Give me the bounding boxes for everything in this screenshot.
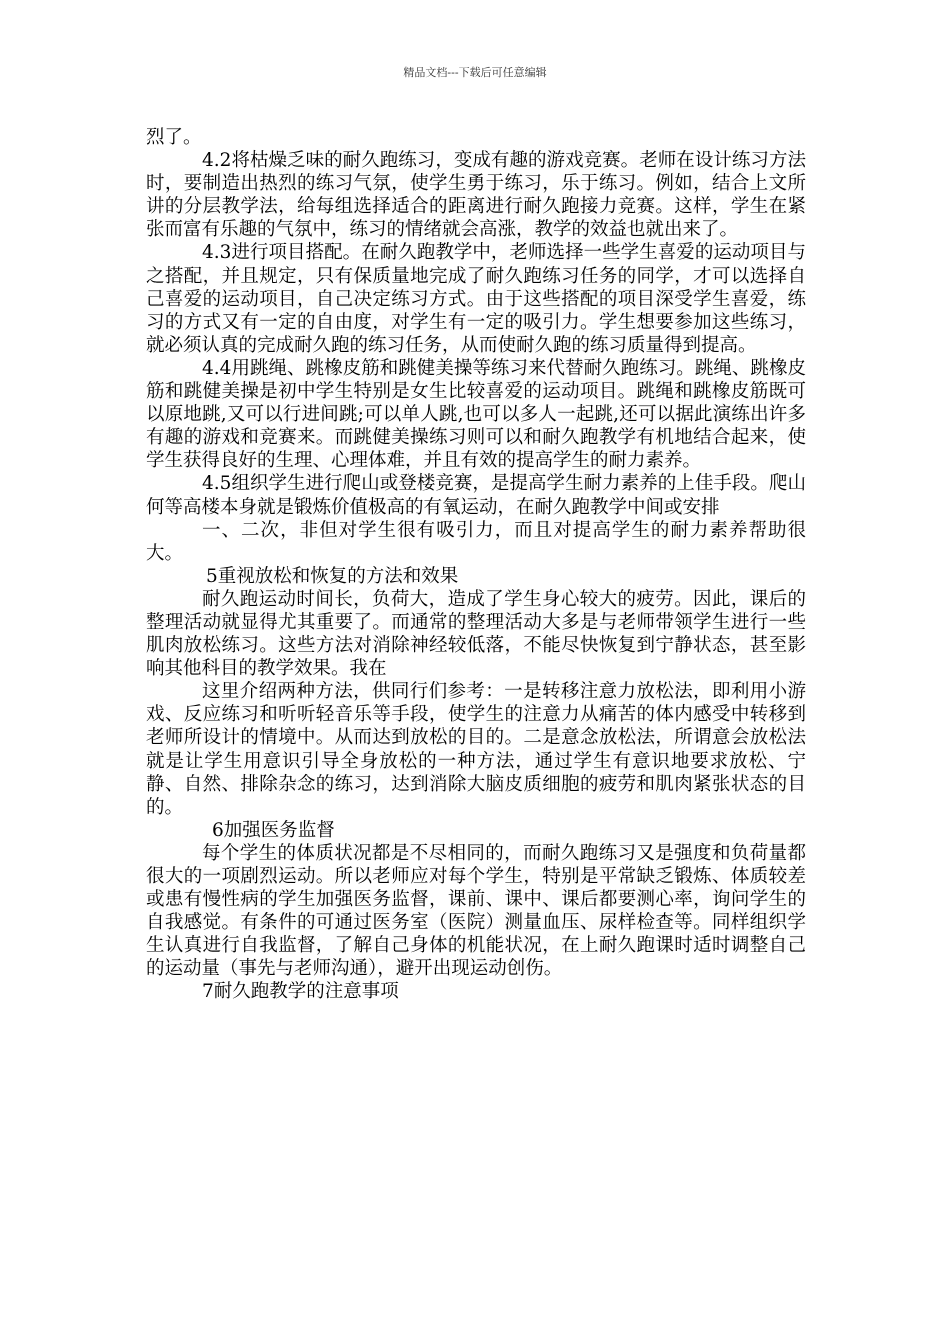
paragraph-4-3: 4.3进行项目搭配。在耐久跑教学中，老师选择一些学生喜爱的运动项目与之搭配，并且规定，只有保质量地完成了耐久跑练习任务的同学，才可以选择自己喜爱的运动项目，自己决定练习方式。由于这些搭配的项目深受学生喜爱，练习的方式又有一定的自由度，对学生有一定的吸引力。学生想要参加这些练习，就必须认真的完成耐久跑的练习任务，从而使耐久跑的练习质量得到提高。 (146, 242, 806, 356)
paragraph-4-5: 4.5组织学生进行爬山或登楼竞赛，是提高学生耐力素养的上佳手段。爬山何等高楼本身就是锻炼价值极高的有氧运动，在耐久跑教学中间或安排 (146, 473, 806, 518)
paragraph-continuation: 烈了。 (146, 127, 202, 148)
section-heading-7: 7耐久跑教学的注意事项 (202, 981, 399, 1003)
paragraph-4-2: 4.2将枯燥乏味的耐久跑练习，变成有趣的游戏竞赛。老师在设计练习方法时，要制造出热烈的练习气氛，使学生勇于练习，乐于练习。例如，结合上文所讲的分层教学法，给每组选择适合的距离进行耐久跑接力竞赛。这样，学生在紧张而富有乐趣的气氛中，练习的情绪就会高涨，教学的效益也就出来了。 (146, 150, 806, 241)
page-header: 精品文档---下载后可任意编辑 (403, 66, 547, 79)
section-heading-6: 6加强医务监督 (212, 819, 335, 841)
paragraph-4-5-cont: 一、二次，非但对学生很有吸引力，而且对提高学生的耐力素养帮助很大。 (146, 519, 806, 564)
paragraph-5-body: 耐久跑运动时间长，负荷大，造成了学生身心较大的疲劳。因此，课后的整理活动就显得尤其重要了。而通常的整理活动大多是与老师带领学生进行一些肌肉放松练习。这些方法对消除神经较低落，不能尽快恢复到宁静状态，甚至影响其他科目的教学效果。我在 (146, 588, 806, 680)
paragraph-4-4: 4.4用跳绳、跳橡皮筋和跳健美操等练习来代替耐久跑练习。跳绳、跳橡皮筋和跳健美操是初中学生特别是女生比较喜爱的运动项目。跳绳和跳橡皮筋既可以原地跳,又可以行进间跳;可以单人跳,也可以多人一起跳,还可以据此演练出许多有趣的游戏和竞赛来。而跳健美操练习则可以和耐久跑教学有机地结合起来，使学生获得良好的生理、心理体难，并且有效的提高学生的耐力素养。 (146, 357, 806, 472)
document-body (146, 126, 806, 1004)
section-heading-5: 5重视放松和恢复的方法和效果 (206, 565, 459, 587)
paragraph-5-methods: 这里介绍两种方法，供同行们参考：一是转移注意力放松法，即利用小游戏、反应练习和听听轻音乐等手段，使学生的注意力从痛苦的体内感受中转移到老师所设计的情境中。从而达到放松的目的。二是意念放松法，所谓意会放松法就是让学生用意识引导全身放松的一种方法，通过学生有意识地要求放松、宁静、自然、排除杂念的练习，达到消除大脑皮质细胞的疲劳和肌肉紧张状态的目的。 (146, 681, 806, 818)
paragraph-6-body: 每个学生的体质状况都是不尽相同的，而耐久跑练习又是强度和负荷量都很大的一项剧烈运动。所以老师应对每个学生，特别是平常缺乏锻炼、体质较差或患有慢性病的学生加强医务监督，课前、课中、课后都要测心率，询问学生的自我感觉。有条件的可通过医务室（医院）测量血压、尿样检查等。同样组织学生认真进行自我监督，了解自己身体的机能状况，在上耐久跑课时适时调整自己的运动量（事先与老师沟通），避开出现运动创伤。 (146, 842, 806, 980)
